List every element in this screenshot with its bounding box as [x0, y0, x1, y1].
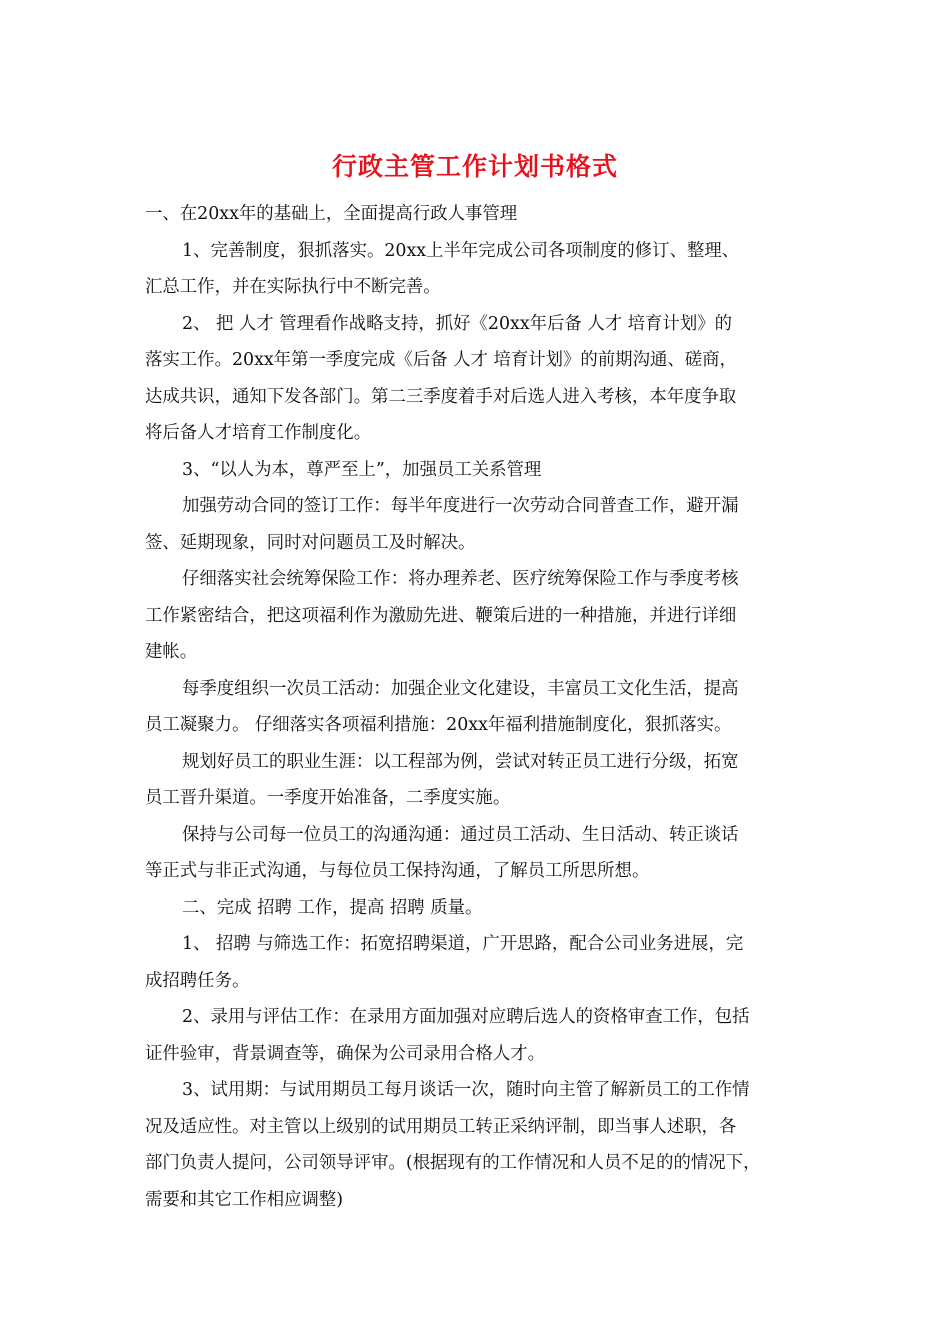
text-line: 3、试用期：与试用期员工每月谈话一次，随时向主管了解新员工的工作情 [182, 1080, 750, 1100]
text-line: 工作紧密结合，把这项福利作为激励先进、鞭策后进的一种措施，并进行详细 [145, 605, 737, 626]
text-line: 将后备人才培育工作制度化。 [145, 423, 372, 443]
text-line: 等正式与非正式沟通，与每位员工保持沟通，了解员工所思所想。 [145, 861, 650, 881]
document-body [145, 196, 817, 1218]
text-line: 证件验审，背景调查等，确保为公司录用合格人才。 [145, 1043, 545, 1064]
text-line: 建帐。 [145, 642, 198, 662]
text-line: 规划好员工的职业生涯：以工程部为例，尝试对转正员工进行分级，拓宽 [182, 751, 739, 772]
text-line: 达成共识，通知下发各部门。第二三季度着手对后选人进入考核，本年度争取 [145, 386, 737, 407]
text-line: 仔细落实社会统筹保险工作：将办理养老、医疗统筹保险工作与季度考核 [182, 569, 739, 589]
text-line: 2、 把 人才 管理看作战略支持，抓好《20xx年后备 人才 培育计划》的 [182, 313, 732, 334]
text-line: 1、 招聘 与筛选工作：拓宽招聘渠道，广开思路，配合公司业务进展，完 [182, 934, 744, 954]
text-line: 保持与公司每一位员工的沟通沟通：通过员工活动、生日活动、转正谈话 [182, 824, 739, 845]
text-line: 汇总工作，并在实际执行中不断完善。 [145, 277, 441, 297]
text-line: 签、延期现象，同时对问题员工及时解决。 [145, 532, 476, 553]
text-line: 二、完成 招聘 工作，提高 招聘 质量。 [182, 897, 483, 918]
document-title: 行政主管工作计划书格式 [331, 152, 618, 181]
text-line: 落实工作。20xx年第一季度完成《后备 人才 培育计划》的前期沟通、磋商， [145, 350, 737, 370]
text-line: 1、完善制度，狠抓落实。20xx上半年完成公司各项制度的修订、整理、 [182, 240, 740, 261]
text-line: 需要和其它工作相应调整) [145, 1189, 344, 1210]
text-line: 一、在20xx年的基础上，全面提高行政人事管理 [145, 204, 518, 224]
text-line: 每季度组织一次员工活动：加强企业文化建设，丰富员工文化生活，提高 [182, 678, 739, 699]
text-line: 员工凝聚力。 仔细落实各项福利措施：20xx年福利措施制度化，狠抓落实。 [145, 715, 732, 735]
text-line: 3、“以人为本，尊严至上”，加强员工关系管理 [182, 459, 542, 480]
text-line: 况及适应性。对主管以上级别的试用期员工转正采纳评制，即当事人述职，各 [145, 1116, 737, 1137]
text-line: 员工晋升渠道。一季度开始准备，二季度实施。 [145, 788, 511, 808]
text-line: 部门负责人提问，公司领导评审。(根据现有的工作情况和人员不足的的情况下， [145, 1153, 761, 1173]
text-line: 加强劳动合同的签订工作：每半年度进行一次劳动合同普查工作，避开漏 [182, 496, 739, 516]
text-line: 成招聘任务。 [145, 970, 250, 991]
text-line: 2、录用与评估工作：在录用方面加强对应聘后选人的资格审查工作，包括 [182, 1007, 750, 1027]
